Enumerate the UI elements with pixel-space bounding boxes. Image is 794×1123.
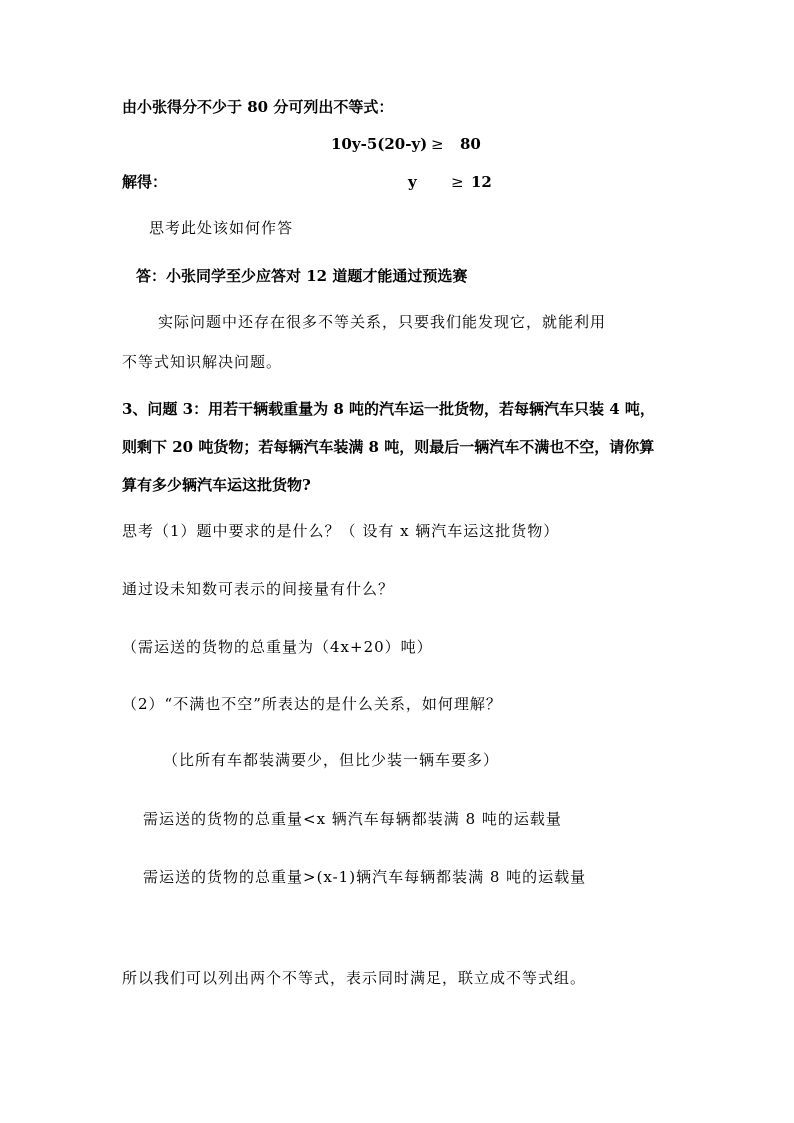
relation-line: 需运送的货物的总重量>(x-1)辆汽车每辆都装满 8 吨的运载量: [143, 868, 587, 886]
text-line: 思考此处该如何作答: [149, 219, 294, 237]
equation-operator: ≥: [451, 173, 464, 191]
text-line: （需运送的货物的总重量为（4x+20）吨）: [122, 638, 433, 656]
equation-right: 80: [460, 135, 481, 153]
equation-left: 10y-5(20-y): [331, 135, 428, 153]
question-line: 算有多少辆汽车运这批货物?: [122, 476, 311, 494]
solve-label: 解得：: [122, 173, 168, 191]
equation-operator: ≥: [431, 135, 444, 153]
text-line: （2）“不满也不空”所表达的是什么关系，如何理解？: [122, 695, 502, 713]
question-line: 3、问题 3：用若干辆载重量为 8 吨的汽车运一批货物，若每辆汽车只装 4 吨，: [122, 400, 655, 418]
answer-line: 答：小张同学至少应答对 12 道题才能通过预选赛: [136, 267, 468, 285]
text-line: （比所有车都装满要少，但比少装一辆车要多）: [163, 751, 500, 769]
paragraph-line: 实际问题中还存在很多不等关系，只要我们能发现它，就能利用: [158, 313, 607, 331]
text-line: 由小张得分不少于 80 分可列出不等式：: [122, 98, 394, 116]
relation-line: 需运送的货物的总重量<x 辆汽车每辆都装满 8 吨的运载量: [143, 810, 562, 828]
text-line: 所以我们可以列出两个不等式，表示同时满足，联立成不等式组。: [122, 969, 587, 987]
text-line: 思考（1）题中要求的是什么？（ 设有 x 辆汽车运这批货物）: [122, 522, 560, 540]
text-line: 通过设未知数可表示的间接量有什么？: [122, 580, 395, 598]
equation-left: y: [408, 173, 417, 191]
question-line: 则剩下 20 吨货物；若每辆汽车装满 8 吨，则最后一辆汽车不满也不空，请你算: [122, 438, 655, 456]
paragraph-line: 不等式知识解决问题。: [122, 353, 283, 371]
equation-right: 12: [471, 173, 492, 191]
